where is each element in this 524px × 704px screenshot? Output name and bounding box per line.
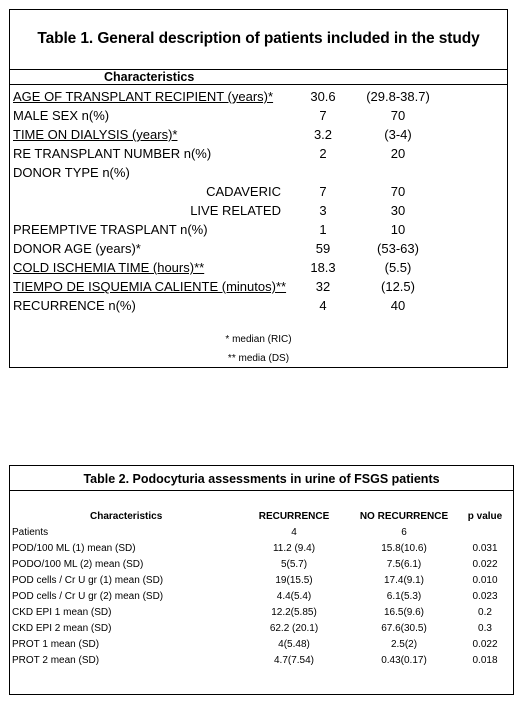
table-1-row [10,220,507,239]
table-2-row [10,589,513,605]
table-1-row-range: (5.5) [384,260,412,275]
table-1-header: Characteristics [104,70,195,84]
table-2-row-no-recurrence: 2.5(2) [390,639,418,650]
table-1-row-label: RECURRENCE n(%) [13,298,136,313]
table-1-row-label: DONOR AGE (years)* [13,241,141,256]
table-2-row-label: PROT 2 mean (SD) [12,655,100,666]
table-2-row-no-recurrence: 67.6(30.5) [381,623,427,634]
table-1-title-divider [10,69,507,70]
table-1-row-value: 7 [319,108,327,123]
table-2-row-p-value: 0.031 [472,543,498,554]
table-2-row-no-recurrence: 16.5(9.6) [383,607,425,618]
table-2-row-recurrence: 4(5.48) [278,639,310,650]
table-1-row-range: 30 [390,203,406,218]
table-1-row-range: 70 [390,184,406,199]
table-2-header-recurrence: RECURRENCE [258,511,330,522]
table-1-row-value: 18.3 [310,260,336,275]
table-2-row-label: PROT 1 mean (SD) [12,639,100,650]
table-2-row [10,557,513,573]
table-1-row-value: 30.6 [310,89,336,104]
table-1-row-value: 4 [319,298,327,313]
table-2-title-divider [10,490,513,491]
table-2-header-row [10,509,513,525]
table-1-row [10,201,507,220]
table-2-row-p-value: 0.022 [472,559,498,570]
table-1-row [10,144,507,163]
table-2-row-recurrence: 19(15.5) [275,575,313,586]
table-2-row-no-recurrence: 7.5(6.1) [386,559,422,570]
table-2-row-recurrence: 12.2(5.85) [271,607,317,618]
table-2-row [10,525,513,541]
table-1-row-value: 59 [315,241,331,256]
table-2-row-label: CKD EPI 2 mean (SD) [12,623,112,634]
table-2-header-characteristics: Characteristics [90,511,163,522]
table-1-row [10,182,507,201]
table-1-row-range: (53-63) [377,241,419,256]
table-1-row-label: COLD ISCHEMIA TIME (hours)** [13,260,205,275]
table-2-row-p-value: 0.023 [472,591,498,602]
table-2-row-label: POD/100 ML (1) mean (SD) [12,543,136,554]
table-2-row [10,637,513,653]
table-2-row [10,541,513,557]
table-1-row-range: (3-4) [384,127,412,142]
table-1-row-label: TIME ON DIALYSIS (years)* [13,127,178,142]
table-1 [9,9,508,368]
table-2-row-label: PODO/100 ML (2) mean (SD) [12,559,144,570]
table-2-row-no-recurrence: 15.8(10.6) [381,543,427,554]
table-1-footnote-media: ** media (DS) [227,353,290,364]
table-2-row [10,573,513,589]
table-2-row-p-value: 0.018 [472,655,498,666]
table-1-row [10,296,507,315]
table-2-row-label: POD cells / Cr U gr (2) mean (SD) [12,591,164,602]
table-2-row-p-value: 0.3 [478,623,492,634]
table-1-row-range: 70 [390,108,406,123]
table-1-title: Table 1. General description of patients included in the study [37,30,480,47]
table-2-row-label: Patients [12,527,49,538]
table-1-row [10,87,507,106]
table-2-row-no-recurrence: 6.1(5.3) [386,591,422,602]
table-1-row-range: 40 [390,298,406,313]
table-2-row-no-recurrence: 0.43(0.17) [381,655,427,666]
table-2-row-no-recurrence: 17.4(9.1) [383,575,425,586]
table-2-row-recurrence: 4.4(5.4) [276,591,312,602]
table-2-row [10,653,513,669]
table-2-header-p-value: p value [467,511,503,522]
table-1-row-range: (12.5) [381,279,415,294]
table-1-row-range: 10 [390,222,406,237]
table-1-row [10,277,507,296]
table-1-header-divider [10,84,507,85]
table-2-row-p-value: 0.010 [472,575,498,586]
table-1-row-label: RE TRANSPLANT NUMBER n(%) [13,146,212,161]
table-1-row-label: AGE OF TRANSPLANT RECIPIENT (years)* [13,89,274,104]
table-2-row-recurrence: 11.2 (9.4) [272,543,316,554]
table-1-row-value: 1 [319,222,327,237]
table-2-row-label: POD cells / Cr U gr (1) mean (SD) [12,575,164,586]
table-2-row [10,605,513,621]
table-1-row-label: LIVE RELATED [190,203,281,218]
table-2-row-recurrence: 4 [291,527,297,538]
table-2 [9,465,514,695]
table-1-row-label: TIEMPO DE ISQUEMIA CALIENTE (minutos)** [13,279,287,294]
table-1-row-label: PREEMPTIVE TRASPLANT n(%) [13,222,208,237]
table-2-row [10,621,513,637]
table-1-row [10,239,507,258]
table-2-row-label: CKD EPI 1 mean (SD) [12,607,112,618]
table-1-row-label: CADAVERIC [206,184,281,199]
table-2-row-recurrence: 5(5.7) [280,559,308,570]
table-2-row-recurrence: 4.7(7.54) [273,655,315,666]
table-2-header-no-recurrence: NO RECURRENCE [359,511,449,522]
table-1-row-range: 20 [390,146,406,161]
table-1-row-label: DONOR TYPE n(%) [13,165,130,180]
table-1-row-range: (29.8-38.7) [366,89,430,104]
table-2-row-p-value: 0.2 [478,607,492,618]
table-1-row-value: 2 [319,146,327,161]
table-1-footnote-median: * median (RIC) [225,334,292,345]
table-2-row-recurrence: 62.2 (20.1) [269,623,319,634]
table-1-row [10,106,507,125]
table-2-title: Table 2. Podocyturia assessments in urine of FSGS patients [83,472,440,486]
table-1-row-value: 7 [319,184,327,199]
table-1-row-value: 3.2 [313,127,333,142]
table-1-row [10,163,507,182]
table-1-row-value: 3 [319,203,327,218]
table-1-row [10,125,507,144]
table-2-row-no-recurrence: 6 [401,527,407,538]
table-1-row-label: MALE SEX n(%) [13,108,110,123]
table-2-row-p-value: 0.022 [472,639,498,650]
table-1-row [10,258,507,277]
table-1-row-value: 32 [315,279,331,294]
